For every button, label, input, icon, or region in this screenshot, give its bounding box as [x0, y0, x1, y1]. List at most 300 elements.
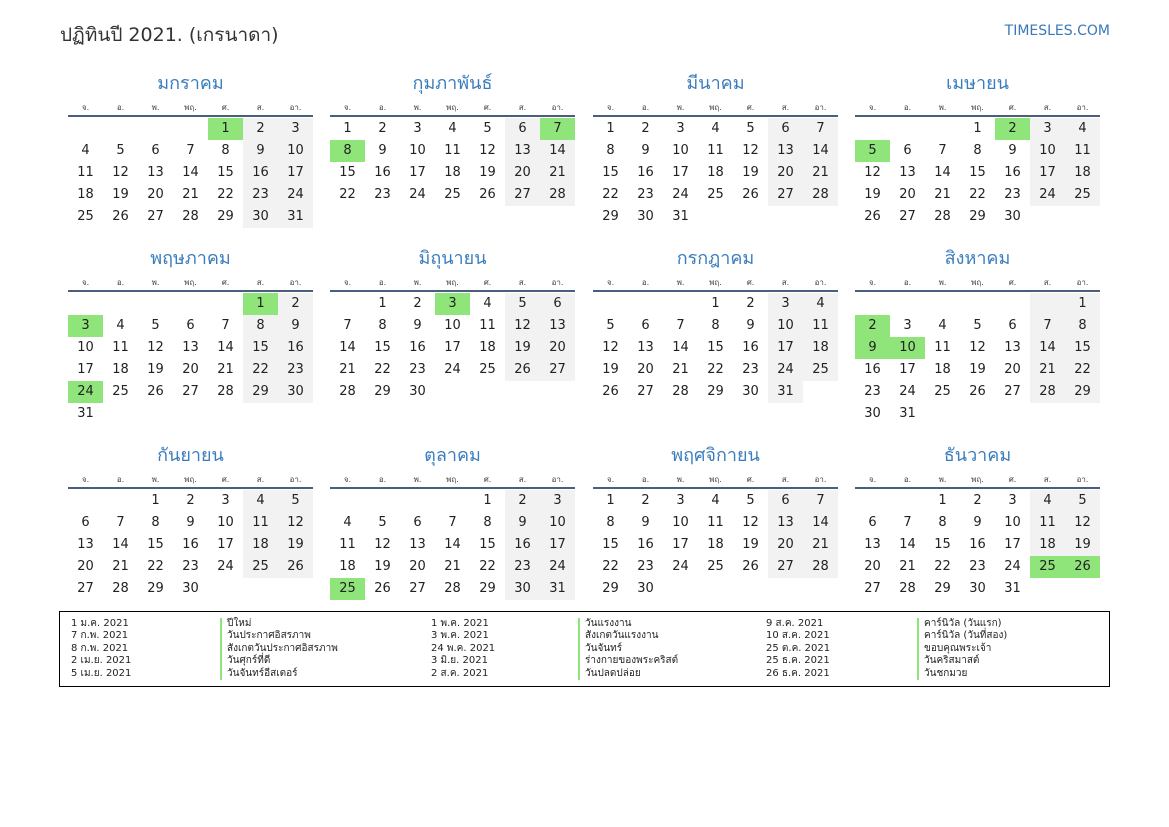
header-divider	[68, 290, 313, 292]
day-cell: 19	[969, 362, 986, 377]
day-cell: 30	[409, 384, 426, 399]
month-block	[68, 73, 313, 228]
day-cell: 3	[278, 118, 313, 140]
day-cell: 21	[444, 559, 461, 574]
empty-day-cell	[208, 578, 243, 600]
weekday-label: อา.	[814, 278, 827, 287]
day-cell: 16	[409, 340, 426, 355]
day-cell: 10	[217, 515, 234, 530]
empty-day-cell	[505, 381, 540, 403]
day-cell: 11	[934, 340, 951, 355]
weekday-label: พ.	[151, 475, 160, 484]
day-cell: 31	[672, 209, 689, 224]
day-cell: 5	[378, 515, 387, 530]
day-cell: 4	[803, 293, 838, 315]
header-divider	[68, 115, 313, 117]
day-cell: 16	[505, 534, 540, 556]
empty-day-cell	[173, 293, 208, 315]
day-cell: 9	[641, 143, 650, 158]
holiday-date: 8 ก.พ. 2021	[71, 642, 129, 654]
day-cell: 16	[182, 537, 199, 552]
day-cell: 9	[413, 318, 422, 333]
day-cell: 13	[768, 140, 803, 162]
holiday-name: วันศุกร์ที่ดี	[227, 655, 271, 667]
day-cell: 21	[540, 162, 575, 184]
holiday-name: วันประกาศอิสรภาพ	[227, 630, 311, 642]
weekday-label: พฤ.	[446, 103, 459, 112]
day-cell: 4	[1065, 118, 1100, 140]
day-cell: 31	[77, 406, 94, 421]
day-cell: 24	[444, 362, 461, 377]
day-cell: 9	[505, 512, 540, 534]
day-cell: 2	[505, 490, 540, 512]
day-cell: 2	[186, 493, 195, 508]
empty-day-cell	[103, 403, 138, 425]
day-cell: 27	[768, 556, 803, 578]
day-cell: 28	[934, 209, 951, 224]
header-divider	[330, 487, 575, 489]
day-cell: 10	[672, 515, 689, 530]
site-link[interactable]: TIMESLES.COM	[1004, 23, 1110, 39]
day-cell: 5	[606, 318, 615, 333]
day-cell: 29	[969, 209, 986, 224]
day-cell: 14	[672, 340, 689, 355]
holiday-day-cell: 24	[68, 381, 103, 403]
day-cell: 13	[77, 537, 94, 552]
holiday-date: 26 ธ.ค. 2021	[766, 667, 830, 679]
holiday-day-cell: 5	[855, 140, 890, 162]
day-cell: 23	[243, 184, 278, 206]
day-cell: 8	[151, 515, 160, 530]
day-cell: 6	[641, 318, 650, 333]
day-cell: 14	[899, 537, 916, 552]
day-cell: 28	[217, 384, 234, 399]
day-cell: 30	[278, 381, 313, 403]
day-cell: 4	[243, 490, 278, 512]
weekday-label: พฤ.	[184, 278, 197, 287]
day-cell: 25	[112, 384, 129, 399]
weekday-label: อ.	[378, 278, 387, 287]
day-cell: 13	[505, 140, 540, 162]
day-grid	[68, 118, 313, 228]
day-cell: 6	[768, 118, 803, 140]
weekday-label: อ.	[903, 103, 912, 112]
weekday-label: พฤ.	[184, 103, 197, 112]
day-cell: 10	[409, 143, 426, 158]
weekday-label: ส.	[518, 278, 527, 287]
day-cell: 26	[864, 209, 881, 224]
month-block	[593, 73, 838, 228]
day-cell: 3	[676, 121, 685, 136]
day-cell: 19	[1065, 534, 1100, 556]
day-cell: 14	[803, 140, 838, 162]
weekday-header	[68, 276, 313, 290]
weekday-label: ส.	[256, 475, 265, 484]
weekday-label: ส.	[781, 278, 790, 287]
day-cell: 13	[540, 315, 575, 337]
day-cell: 27	[768, 184, 803, 206]
holiday-date: 5 เม.ย. 2021	[71, 667, 132, 679]
day-cell: 23	[278, 359, 313, 381]
day-cell: 15	[147, 537, 164, 552]
weekday-label: จ.	[343, 103, 352, 112]
empty-day-cell	[733, 578, 768, 600]
holiday-name: สังเกตวันประกาศอิสรภาพ	[227, 642, 338, 654]
weekday-label: อ.	[116, 278, 125, 287]
holiday-name: วันจันทร์	[585, 642, 623, 654]
weekday-header	[330, 473, 575, 487]
empty-day-cell	[890, 293, 925, 315]
weekday-header	[593, 276, 838, 290]
day-cell: 12	[479, 143, 496, 158]
day-cell: 27	[409, 581, 426, 596]
day-cell: 20	[637, 362, 654, 377]
day-cell: 7	[803, 118, 838, 140]
holiday-date: 3 พ.ค. 2021	[431, 630, 489, 642]
day-cell: 2	[641, 493, 650, 508]
day-cell: 11	[1030, 512, 1065, 534]
weekday-label: อ.	[116, 103, 125, 112]
day-cell: 20	[864, 559, 881, 574]
empty-day-cell	[103, 490, 138, 512]
day-grid	[330, 118, 575, 206]
weekday-label: จ.	[868, 278, 877, 287]
day-cell: 7	[803, 490, 838, 512]
day-grid	[330, 490, 575, 600]
empty-day-cell	[173, 403, 208, 425]
month-block	[855, 445, 1100, 600]
weekday-label: อ.	[378, 475, 387, 484]
day-cell: 20	[768, 534, 803, 556]
day-cell: 23	[637, 559, 654, 574]
day-grid	[855, 490, 1100, 600]
day-cell: 3	[540, 490, 575, 512]
day-cell: 9	[278, 315, 313, 337]
empty-day-cell	[960, 293, 995, 315]
day-cell: 26	[969, 384, 986, 399]
day-cell: 27	[540, 359, 575, 381]
day-cell: 11	[707, 515, 724, 530]
day-cell: 6	[81, 515, 90, 530]
weekday-label: ศ.	[221, 278, 230, 287]
header-divider	[855, 115, 1100, 117]
header-divider	[330, 115, 575, 117]
empty-day-cell	[628, 293, 663, 315]
header-divider	[330, 290, 575, 292]
day-cell: 28	[803, 556, 838, 578]
weekday-label: พฤ.	[709, 475, 722, 484]
day-cell: 6	[505, 118, 540, 140]
holiday-name: วันชกมวย	[924, 667, 968, 679]
month-block	[855, 248, 1100, 425]
month-block	[855, 73, 1100, 228]
day-cell: 12	[374, 537, 391, 552]
day-cell: 8	[221, 143, 230, 158]
day-cell: 22	[339, 187, 356, 202]
empty-day-cell	[435, 381, 470, 403]
day-cell: 22	[243, 359, 278, 381]
day-cell: 17	[899, 362, 916, 377]
day-cell: 6	[768, 490, 803, 512]
day-cell: 13	[409, 537, 426, 552]
day-cell: 17	[217, 537, 234, 552]
weekday-label: ศ.	[746, 475, 755, 484]
weekday-label: พฤ.	[446, 278, 459, 287]
day-cell: 26	[479, 187, 496, 202]
day-cell: 8	[606, 515, 615, 530]
day-cell: 18	[444, 165, 461, 180]
weekday-label: ส.	[781, 103, 790, 112]
day-cell: 6	[540, 293, 575, 315]
day-cell: 1	[151, 493, 160, 508]
holiday-names-col-3	[917, 618, 1007, 680]
day-cell: 10	[1030, 140, 1065, 162]
day-cell: 1	[938, 493, 947, 508]
day-cell: 16	[374, 165, 391, 180]
weekday-label: ศ.	[1008, 278, 1017, 287]
weekday-label: พฤ.	[971, 103, 984, 112]
day-cell: 11	[243, 512, 278, 534]
header-divider	[855, 290, 1100, 292]
day-cell: 18	[112, 362, 129, 377]
day-cell: 23	[742, 362, 759, 377]
holiday-day-cell: 3	[435, 293, 470, 315]
day-cell: 8	[606, 143, 615, 158]
day-cell: 14	[540, 140, 575, 162]
holiday-day-cell: 25	[330, 578, 365, 600]
holiday-day-cell: 2	[855, 315, 890, 337]
weekday-label: อา.	[1076, 475, 1089, 484]
month-name: พฤษภาคม	[150, 248, 231, 269]
weekday-label: จ.	[81, 103, 90, 112]
day-cell: 1	[343, 121, 352, 136]
day-cell: 15	[602, 165, 619, 180]
day-cell: 17	[672, 537, 689, 552]
day-cell: 29	[707, 384, 724, 399]
day-cell: 5	[973, 318, 982, 333]
day-cell: 29	[602, 581, 619, 596]
day-cell: 21	[1030, 359, 1065, 381]
day-cell: 20	[77, 559, 94, 574]
weekday-header	[330, 276, 575, 290]
holiday-name: ร่างกายของพระคริสต์	[585, 655, 679, 667]
weekday-label: ส.	[518, 103, 527, 112]
empty-day-cell	[698, 578, 733, 600]
day-cell: 7	[448, 515, 457, 530]
month-block	[68, 445, 313, 600]
day-cell: 16	[278, 337, 313, 359]
empty-day-cell	[803, 206, 838, 228]
day-cell: 8	[243, 315, 278, 337]
month-name: กันยายน	[157, 445, 224, 466]
day-grid	[593, 293, 838, 403]
day-cell: 20	[540, 337, 575, 359]
day-cell: 24	[278, 184, 313, 206]
day-cell: 10	[672, 143, 689, 158]
holiday-day-cell: 1	[243, 293, 278, 315]
day-cell: 8	[711, 318, 720, 333]
day-cell: 29	[934, 581, 951, 596]
day-cell: 7	[343, 318, 352, 333]
holiday-date: 3 มิ.ย. 2021	[431, 655, 488, 667]
empty-day-cell	[540, 381, 575, 403]
day-cell: 7	[1030, 315, 1065, 337]
weekday-label: พฤ.	[184, 475, 197, 484]
day-cell: 16	[637, 537, 654, 552]
weekday-label: พฤ.	[709, 103, 722, 112]
day-cell: 24	[768, 359, 803, 381]
day-cell: 2	[378, 121, 387, 136]
weekday-label: อา.	[551, 103, 564, 112]
day-cell: 3	[903, 318, 912, 333]
day-cell: 12	[864, 165, 881, 180]
day-cell: 13	[768, 512, 803, 534]
holiday-date: 9 ส.ค. 2021	[766, 618, 824, 629]
day-cell: 18	[707, 165, 724, 180]
day-cell: 13	[182, 340, 199, 355]
day-cell: 30	[182, 581, 199, 596]
day-grid	[855, 118, 1100, 228]
day-cell: 17	[278, 162, 313, 184]
day-cell: 25	[934, 384, 951, 399]
holiday-name: คาร์นิวัล (วันที่สอง)	[924, 630, 1008, 642]
day-cell: 26	[742, 187, 759, 202]
day-cell: 11	[77, 165, 94, 180]
weekday-label: พ.	[151, 103, 160, 112]
day-cell: 17	[444, 340, 461, 355]
day-cell: 20	[182, 362, 199, 377]
day-cell: 7	[116, 515, 125, 530]
day-cell: 4	[448, 121, 457, 136]
day-cell: 15	[602, 537, 619, 552]
holiday-name: วันปลดปล่อย	[585, 667, 641, 679]
day-cell: 31	[540, 578, 575, 600]
day-cell: 10	[278, 140, 313, 162]
day-cell: 20	[147, 187, 164, 202]
day-cell: 30	[243, 206, 278, 228]
empty-day-cell	[330, 293, 365, 315]
weekday-header	[68, 473, 313, 487]
month-name: กรกฎาคม	[676, 248, 755, 269]
empty-day-cell	[995, 293, 1030, 315]
day-cell: 1	[483, 493, 492, 508]
day-cell: 6	[868, 515, 877, 530]
holiday-date: 1 ม.ค. 2021	[71, 618, 129, 629]
day-cell: 15	[339, 165, 356, 180]
empty-day-cell	[698, 206, 733, 228]
weekday-label: จ.	[868, 103, 877, 112]
day-cell: 19	[112, 187, 129, 202]
empty-day-cell	[960, 403, 995, 425]
month-name: มกราคม	[157, 73, 224, 94]
holiday-name: ปีใหม่	[227, 618, 252, 629]
day-cell: 6	[1008, 318, 1017, 333]
day-cell: 29	[1065, 381, 1100, 403]
day-cell: 3	[1008, 493, 1017, 508]
day-cell: 30	[742, 384, 759, 399]
weekday-label: อา.	[1076, 278, 1089, 287]
day-cell: 4	[343, 515, 352, 530]
day-cell: 23	[505, 556, 540, 578]
day-cell: 5	[746, 493, 755, 508]
day-cell: 27	[147, 209, 164, 224]
day-cell: 29	[147, 581, 164, 596]
day-cell: 13	[899, 165, 916, 180]
holiday-name: ขอบคุณพระเจ้า	[924, 642, 992, 654]
day-cell: 22	[1065, 359, 1100, 381]
weekday-label: อา.	[814, 103, 827, 112]
empty-day-cell	[890, 118, 925, 140]
day-cell: 19	[602, 362, 619, 377]
weekday-label: ศ.	[221, 475, 230, 484]
day-cell: 28	[672, 384, 689, 399]
header-divider	[68, 487, 313, 489]
month-block	[68, 248, 313, 425]
day-cell: 17	[540, 534, 575, 556]
day-cell: 19	[742, 537, 759, 552]
month-name: มิถุนายน	[418, 248, 487, 269]
day-cell: 22	[217, 187, 234, 202]
day-cell: 1	[378, 296, 387, 311]
weekday-label: ศ.	[483, 278, 492, 287]
day-cell: 16	[969, 537, 986, 552]
empty-day-cell	[435, 490, 470, 512]
month-name: กุมภาพันธ์	[412, 73, 493, 94]
day-cell: 16	[1004, 165, 1021, 180]
day-cell: 7	[221, 318, 230, 333]
day-cell: 1	[1065, 293, 1100, 315]
day-cell: 11	[707, 143, 724, 158]
day-cell: 15	[969, 165, 986, 180]
holiday-day-cell: 9	[855, 337, 890, 359]
weekday-label: พฤ.	[446, 475, 459, 484]
day-cell: 17	[1030, 162, 1065, 184]
day-cell: 5	[505, 293, 540, 315]
day-cell: 1	[711, 296, 720, 311]
weekday-header	[855, 473, 1100, 487]
day-cell: 11	[803, 315, 838, 337]
day-cell: 7	[186, 143, 195, 158]
empty-day-cell	[1065, 578, 1100, 600]
day-cell: 6	[151, 143, 160, 158]
day-cell: 9	[243, 140, 278, 162]
day-cell: 2	[243, 118, 278, 140]
day-cell: 22	[969, 187, 986, 202]
weekday-label: ศ.	[483, 103, 492, 112]
weekday-label: ส.	[781, 475, 790, 484]
weekday-label: ส.	[256, 103, 265, 112]
weekday-label: อ.	[641, 103, 650, 112]
day-cell: 14	[934, 165, 951, 180]
day-cell: 5	[1065, 490, 1100, 512]
day-cell: 29	[243, 381, 278, 403]
day-cell: 12	[112, 165, 129, 180]
day-cell: 25	[243, 556, 278, 578]
day-cell: 25	[803, 359, 838, 381]
day-cell: 26	[112, 209, 129, 224]
holiday-date: 1 พ.ค. 2021	[431, 618, 489, 629]
empty-day-cell	[925, 293, 960, 315]
day-cell: 5	[151, 318, 160, 333]
day-cell: 21	[339, 362, 356, 377]
day-cell: 20	[768, 162, 803, 184]
header-divider	[593, 290, 838, 292]
weekday-label: พ.	[151, 278, 160, 287]
day-cell: 28	[1030, 381, 1065, 403]
holiday-day-cell: 3	[68, 315, 103, 337]
day-cell: 22	[374, 362, 391, 377]
holiday-dates-col-2	[431, 618, 495, 680]
